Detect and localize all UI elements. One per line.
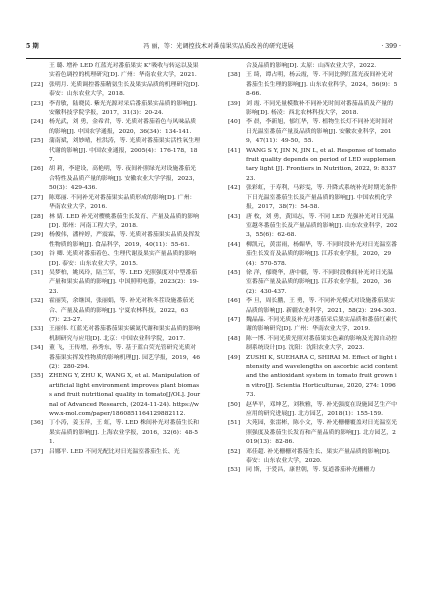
reference-text: 邓佳超. 补光栅栅对番茄生长、果实产量品质的影响[D]. 泰安：山东农业大学，2020. [246,448,391,465]
reference-text: 李青敏，陆晓民. 紫光光源对采后番茄果实品质的影响[J]. 安徽科技学院学报，2017，31(3)：20-24. [49,100,198,117]
page-number: · 399 · [381,43,401,50]
reference-entry [31,448,201,457]
reference-text: 李 晨，李新旭，郁红华，等. 植物生长灯不同补光时间对日光温室番茄产量及品质的影响[J]. 安徽农业科学，2019，47(11)：49-50，55. [246,119,393,145]
reference-number: [48] [228,335,241,342]
reference-text: 王 璐. 增补 LED 红蓝光对番茄果实 K⁺吸收与转运以及果实着色调控的机理研究[D]. 广州：华南农业大学，2021. [49,63,199,79]
reference-entry [31,250,201,269]
reference-text: 大苑园，张雷彬，陈小文，等. 补光栅栅覆盖对日光温室光照强度及番茄生长发育和产量品质的影响[J]. 北方园艺，2019(13)：82-86. [246,420,398,446]
running-header [26,40,401,54]
reference-text: 王 绮，谭占明，杨云霞，等. 不同比例红蓝光夜间补光对番茄生长生理的影响[J]. 山东农业科学，2024，56(9)：58-66. [246,72,398,98]
reference-entry [31,344,201,372]
reference-entry [31,194,201,213]
reference-entry [228,62,398,71]
reference-number: [40] [228,119,241,126]
reference-number: [37] [31,448,44,455]
reference-entry [228,71,398,99]
reference-number: [38] [228,72,241,79]
reference-number: [51] [228,420,241,427]
reference-text: 赵华平，邓坤艺，刘秋雅，等. 补光强度在设施园艺生产中应用的研究进展[J]. 北方园艺，2018(1)：155-159. [246,401,398,418]
reference-entry [31,118,201,137]
reference-number: [47] [228,316,241,323]
reference-entry [31,213,201,232]
reference-number: [43] [228,213,241,220]
reference-text: 杨俊伟，潘梓婷，严震霖，等. 光质对番茄果实品质及挥发性物质的影响[J]. 食品科学，2019，40(11)：55-61. [49,232,201,248]
reference-text: 吴梦柏，姚凤玲，陆兰军，等. LED 光照强度对中型番茄产量和果实品质的影响[J]. 中国照明电器，2023(2)：19-23. [49,269,199,295]
reference-number: [42] [228,185,241,192]
reference-text: 胡 莉，李建设，高艳明，等. 夜间补照绿光对设施番茄光合特性及品质产量的影响[J]. 安徽农业大学学报，2023，50(3)：429-436. [49,166,199,192]
reference-entry [228,241,398,269]
reference-text: 张彩虹，于寿利，马彩雯，等. 升降式系统补光时期光条件下日光温室番茄生长及产量品质的影响[J]. 中国农机化学报，2017，38(7)：54-58. [246,185,398,211]
reference-number: [33] [31,326,44,333]
issue-label: 5 期 [26,43,39,50]
running-title: 冯 丽，等：光调控技术对番茄果实品质改善的研究进展 [143,43,294,50]
reference-text: 霍丽笑，余继国，张丽娟，等. 补光对秋冬茬设施番茄光合、产量及品质的影响[J]. 宁夏农林科技，2022，63(7)：23-27. [49,298,195,323]
reference-number: [22] [31,81,44,88]
reference-text: 谷 卿. 光质对番茄着色、生理代谢及果实产量品质的影响[D]. 泰安：山东农业大学，2015. [49,251,196,267]
reference-text: 柳凯元，黄雷雨，杨媚华，等. 不同时段补光对日光温室番茄生长发育及品质的影响[J]. 江苏农业学报，2020，29(4)：570-578. [246,241,398,267]
reference-number: [50] [228,401,241,408]
reference-number: [29] [31,232,44,239]
reference-entry [228,448,398,467]
reference-number: [30] [31,251,44,258]
reference-text: 徐 洋，郁晓华，唐中疆，等. 不同时段株间补光对日光温室番茄产量及品质的影响[J]. 江苏农业学报，2020，36(2)：430-437. [246,269,393,295]
reference-entry [228,466,398,475]
reference-entry [228,184,398,212]
reference-text: 丁小涛，姜玉萍，王 虹，等. LED 株间补光对番茄生长和果实品质的影响[J]. 上海农业学报，2016，32(6)：48-51. [49,420,200,446]
reference-column-left [31,62,201,457]
reference-text: 李 旦，周长鹏，王 勇，等. 不同补光模式对设施番茄果实品质的影响[J]. 新疆农业科学，2021，58(2)：294-303. [246,298,397,314]
reference-entry [228,419,398,447]
reference-entry [228,100,398,119]
reference-number: [53] [228,467,241,474]
header-rule [26,58,401,59]
reference-entry [31,165,201,193]
reference-number: [28] [31,213,44,220]
reference-entry [31,137,201,165]
reference-entry [31,325,201,344]
reference-number: [27] [31,194,44,201]
reference-text: ZHENG Y, ZHU K, WANG X, et al. Manipulation of artificial light environment improves plant biomass and fruit nutritional quality in tomato[J/OL]. Journal of Advanced Research, (2024-11-24). https://www.x-mol.com/paper/1860851164129882112. [49,373,201,418]
reference-text: 陈一博. 不同光质光照对番茄果实色素的影响及光源自动控制系统设计[D]. 沈阳：沈阳农业大学，2023. [246,335,398,352]
reference-entry [228,118,398,146]
reference-entry [228,335,398,354]
reference-number: [31] [31,269,44,276]
reference-text: 合及品质的影响[D]. 太原：山西农业大学，2022. [246,63,377,69]
reference-text: 同 斯，于爱昌，康世朝，等. 复道番茄补光栅栅力 [246,467,376,474]
reference-text: 杨光武，刘 勇，金希君，等. 光质对番茄着色与风味品质的影响[J]. 中国农学通报，2020，36(34)：134-141. [49,119,196,135]
reference-number: [23] [31,100,44,107]
reference-entry [31,372,201,419]
reference-text: 王丽伟. 红蓝光对番茄番茄果实碳氮代谢和果实品质的影响机制研究与应用[D]. 北京：中国农业科学院，2017. [49,326,201,342]
reference-text: 唐 枚，刘 勇，黄国志，等. 不同 LED 光强补光对日光温室越冬番茄生长及产量品质的影响[J]. 山东农业科学，2023，55(6)：62-68. [246,213,398,239]
reference-number: [44] [228,241,241,248]
reference-number: [39] [228,100,241,107]
reference-number: [25] [31,138,44,145]
reference-entry [31,269,201,297]
reference-number: [41] [228,147,241,154]
reference-entry [31,419,201,447]
reference-entry [228,213,398,241]
reference-entry [31,297,201,325]
reference-entry [228,401,398,420]
reference-text: 魏晶晶. 不同光质及补光对番茄采后果实品质和番茄红素代谢的影响研究[D]. 广州：华南农业大学，2019. [246,316,398,333]
reference-text: 蒲南斌，刘妙晴，杜洪涛，等. 光质对番茄果实活性氧生理代谢的影响[J]. 中国农业通报，2005(4)：176-178，187. [49,138,201,164]
reference-entry [228,269,398,297]
reference-number: [45] [228,269,241,276]
reference-text: WANG S Y, JIN N, JIN L, et al. Response of tomato fruit quality depends on period of LED supplementary light [J]. Frontiers in Nutrition, 2022, 9: 833723. [246,147,397,182]
reference-number: [36] [31,420,44,427]
reference-entry [31,231,201,250]
reference-entry [228,316,398,335]
reference-text: 林 婧. LED 补光对樱桃番茄生长发育、产量及品质的影响[D]. 郑州：河南工程大学，2018. [49,213,200,229]
reference-entry [228,354,398,401]
reference-text: ZUSHI K, SUEHARA C, SHIRAI M. Effect of light intensity and wavelengths on ascorbic acid content and the antioxidant system in tomato fruit grown in vitro[J]. Scientia Horticulturae, 2020, 274: 109673. [246,354,398,399]
reference-number: [49] [228,354,241,361]
reference-column-right [228,62,398,476]
reference-text: 张明月. 光质调控番茄精氨生长及果实品质的机理研究[D]. 泰安：山东农业大学，2018. [49,81,200,98]
reference-text: 董 飞，王传增，孙秀东，等. 基于蓝白荧光管研究光质对番茄果实挥发性物质的影响机理[J]. 园艺学报，2019，46(2)：280-294. [49,345,201,370]
reference-number: [24] [31,119,44,126]
reference-text: 陈郑丽. 不同补光对番茄果实品质形成的影响[D]. 广州：华南农业大学，2016. [49,194,196,211]
reference-number: [34] [31,345,44,352]
reference-number: [35] [31,373,44,380]
reference-text: 刘 霞. 不同光量模数补不同补光时间对番茄品质及产量的影响[D]. 杨凌：西北农林科技大学，2018. [246,100,393,117]
reference-number: [46] [228,298,241,305]
reference-number: [32] [31,298,44,305]
reference-entry [31,81,201,100]
reference-entry [228,297,398,316]
reference-entry [228,147,398,185]
reference-entry [31,62,201,81]
reference-entry [31,100,201,119]
reference-number: [26] [31,166,44,173]
reference-text: 吕娜平. LED 不同光配比对日光温室番茄生长、光 [49,448,180,455]
reference-number: [52] [228,448,241,455]
